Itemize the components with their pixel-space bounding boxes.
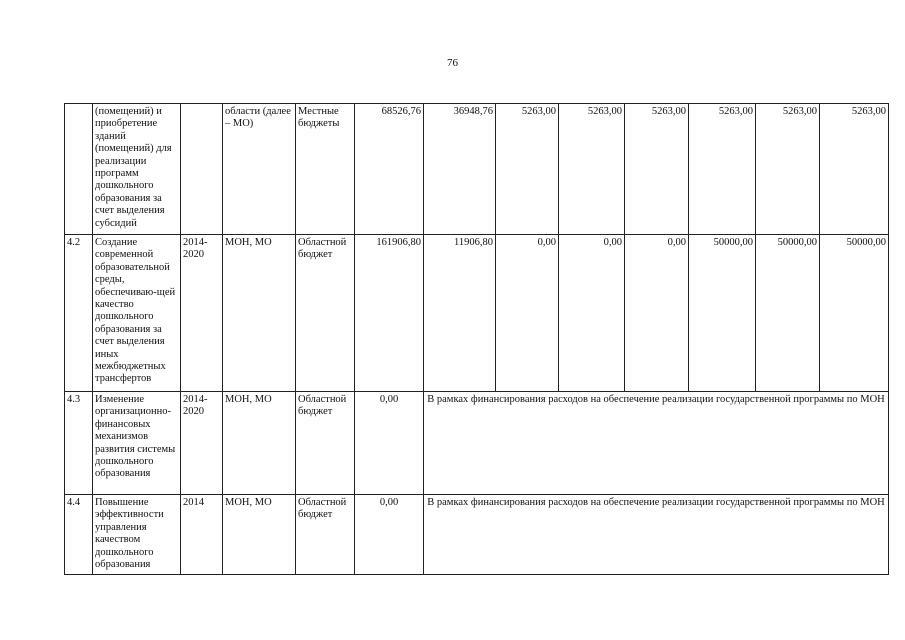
table-row <box>65 392 889 495</box>
row-name: Создание современной образовательной среды, обеспечиваю-щей качество дошкольного образования за счет выделения иных межбюджетных трансфертов <box>93 235 181 392</box>
table-row <box>65 235 889 392</box>
row-total: 0,00 <box>355 392 424 495</box>
page-number: 76 <box>447 57 458 69</box>
row-index: 4.3 <box>65 392 93 495</box>
value-cell: 68526,76 <box>355 104 424 235</box>
row-period: 2014-2020 <box>181 392 223 495</box>
row-source: Областной бюджет <box>296 392 355 495</box>
value-cell: 5263,00 <box>559 104 625 235</box>
value-cell: 5263,00 <box>625 104 689 235</box>
value-cell: 161906,80 <box>355 235 424 392</box>
row-executor: МОН, МО <box>223 392 296 495</box>
value-cell: 50000,00 <box>820 235 889 392</box>
value-cell: 50000,00 <box>689 235 756 392</box>
value-cell: 5263,00 <box>820 104 889 235</box>
table-row <box>65 495 889 575</box>
row-name: Повышение эффективности управления качеством дошкольного образования <box>93 495 181 575</box>
value-cell: 0,00 <box>496 235 559 392</box>
row-total: 0,00 <box>355 495 424 575</box>
row-source: Местные бюджеты <box>296 104 355 235</box>
value-cell: 11906,80 <box>424 235 496 392</box>
row-executor: области (далее – МО) <box>223 104 296 235</box>
financing-note: В рамках финансирования расходов на обеспечение реализации государственной программы по МОН <box>424 392 889 495</box>
row-period: 2014 <box>181 495 223 575</box>
row-period <box>181 104 223 235</box>
financing-note: В рамках финансирования расходов на обеспечение реализации государственной программы по МОН <box>424 495 889 575</box>
value-cell: 36948,76 <box>424 104 496 235</box>
table-row <box>65 104 889 235</box>
row-executor: МОН, МО <box>223 495 296 575</box>
row-name: (помещений) и приобретение зданий (помещений) для реализации программ дошкольного образования за счет выделения субсидий <box>93 104 181 235</box>
value-cell: 0,00 <box>559 235 625 392</box>
value-cell: 50000,00 <box>756 235 820 392</box>
budget-table <box>64 103 889 575</box>
value-cell: 5263,00 <box>689 104 756 235</box>
row-index <box>65 104 93 235</box>
row-source: Областной бюджет <box>296 495 355 575</box>
row-index: 4.2 <box>65 235 93 392</box>
row-name: Изменение организационно-финансовых механизмов развития системы дошкольного образования <box>93 392 181 495</box>
row-index: 4.4 <box>65 495 93 575</box>
row-source: Областной бюджет <box>296 235 355 392</box>
row-executor: МОН, МО <box>223 235 296 392</box>
value-cell: 5263,00 <box>496 104 559 235</box>
value-cell: 5263,00 <box>756 104 820 235</box>
value-cell: 0,00 <box>625 235 689 392</box>
row-period: 2014-2020 <box>181 235 223 392</box>
